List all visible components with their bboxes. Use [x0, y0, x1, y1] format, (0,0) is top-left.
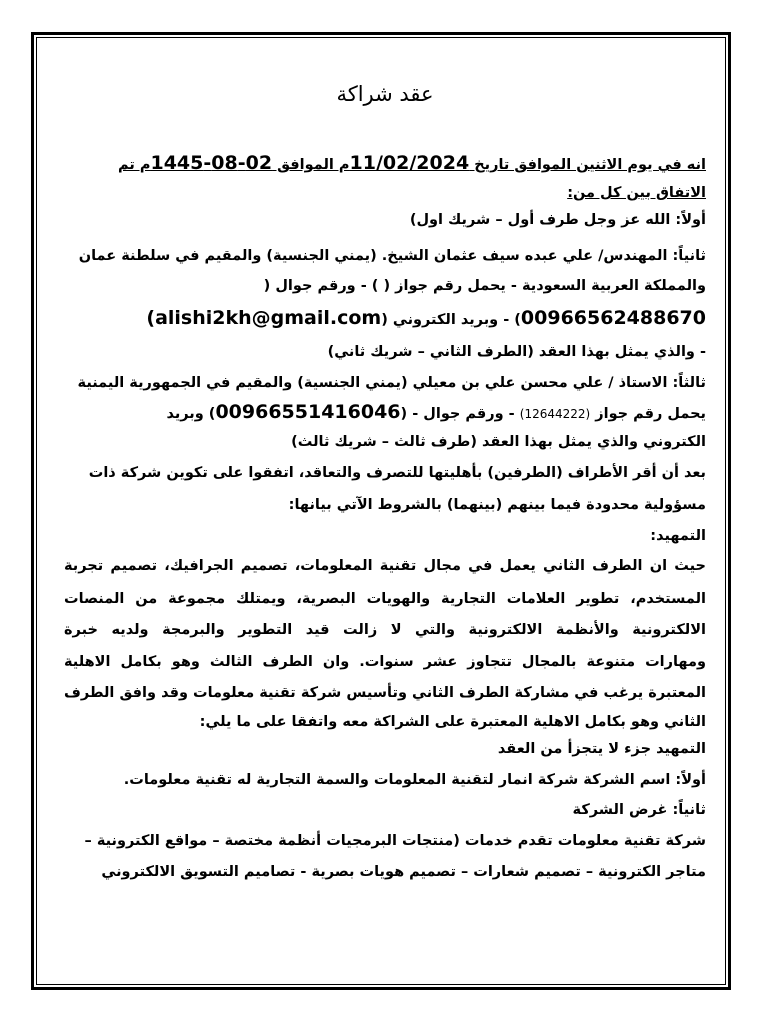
second-party-line-1: ثانياً: المهندس/ علي عبده سيف عثمان الشيخ. (يمني الجنسية) والمقيم في سلطنة عمان [78, 248, 706, 264]
preamble-note: التمهيد جزء لا يتجزأ من العقد [497, 741, 706, 757]
hijri-date: 02-08-1445 [150, 152, 273, 174]
date-connector: م الموافق [272, 157, 350, 173]
passport-label: يحمل رقم جواز [590, 406, 706, 422]
preamble-line-6: الثاني وهو بكامل الاهلية المعتبرة على الشراكة معه واتفقا على ما يلي: [199, 714, 706, 730]
document-title: عقد شراكة [336, 82, 434, 106]
preamble-line-4: ومهارات متنوعة بالمجال تتجاوز عشر سنوات. وان الطرف الثالث وهو بكامل الاهلية [64, 654, 706, 670]
third-party-line-1: ثالثاً: الاستاذ / علي محسن علي بن معيلي (يمني الجنسية) والمقيم في الجمهورية اليمنية [77, 375, 706, 391]
second-party-email: alishi2kh@gmail.com [155, 307, 382, 329]
first-party-line: أولاً: الله عز وجل طرف أول – شريك اول) [409, 212, 706, 228]
mail-label: ) وبريد [166, 406, 216, 422]
company-purpose-heading: ثانياً: غرض الشركة [572, 802, 706, 818]
third-party-contact-line [166, 402, 706, 424]
company-purpose-line-2: متاجر الكترونية – تصميم شعارات – تصميم هويات بصرية - تصاميم التسويق الالكتروني [101, 864, 706, 880]
third-party-passport: (12644222) [519, 407, 591, 421]
email-label: ) - وبريد الكتروني ( [381, 312, 521, 328]
third-party-role-line: الكتروني والذي يمثل بهذا العقد (طرف ثالث – شريك ثالث) [291, 434, 706, 450]
preamble-line-2: المستخدم، تطوير العلامات التجارية والهويات البصرية، ويمتلك مجموعة من المنصات [64, 591, 706, 607]
agreement-clause-line-2: مسؤولية محدودة فيما بينهم (بينهما) بالشروط الآتي بيانها: [288, 497, 706, 513]
agreement-clause-line-1: بعد أن أقر الأطراف (الطرفين) بأهليتها للتصرف والتعاقد، اتفقوا على تكوين شركة ذات [88, 465, 706, 481]
preamble-line-3: الالكترونية والأنظمة الالكترونية والتي لا زالت قيد التطوير والبرمجة ولديه خبرة [64, 622, 706, 638]
second-party-contact-line [146, 308, 706, 330]
preamble-heading: التمهيد: [650, 528, 706, 544]
gregorian-date: 11/02/2024 [349, 152, 470, 174]
date-suffix: م تم [117, 157, 151, 173]
second-party-line-2: والمملكة العربية السعودية - يحمل رقم جواز ( ) - ورقم جوال ( [263, 278, 706, 294]
email-close: ) [146, 307, 156, 329]
company-purpose-line-1: شركة تقنية معلومات تقدم خدمات (منتجات البرمجيات أنظمة مختصة – مواقع الكترونية – [84, 833, 706, 849]
contract-date-line [118, 153, 706, 175]
second-party-phone: 00966562488670 [520, 307, 706, 329]
date-intro: انه في يوم الاثنين الموافق تاريخ [469, 157, 706, 173]
company-name-clause: أولاً: اسم الشركة شركة انمار لتقنية المعلومات والسمة التجارية له تقنية معلومات. [123, 772, 706, 788]
agreement-between-line: الاتفاق بين كل من: [567, 185, 706, 201]
phone-label: - ورقم جوال - ( [400, 406, 520, 422]
second-party-role-line: - والذي يمثل بهذا العقد (الطرف الثاني – شريك ثاني) [327, 344, 706, 360]
preamble-line-5: المعتبرة يرغب في مشاركة الطرف الثاني وتأسيس شركة تقنية معلومات وقد وافق الطرف [64, 685, 706, 701]
third-party-phone: 00966551416046 [215, 401, 401, 423]
preamble-line-1: حيث ان الطرف الثاني يعمل في مجال تقنية المعلومات، تصميم الجرافيك، تصميم تجربة [64, 558, 706, 574]
